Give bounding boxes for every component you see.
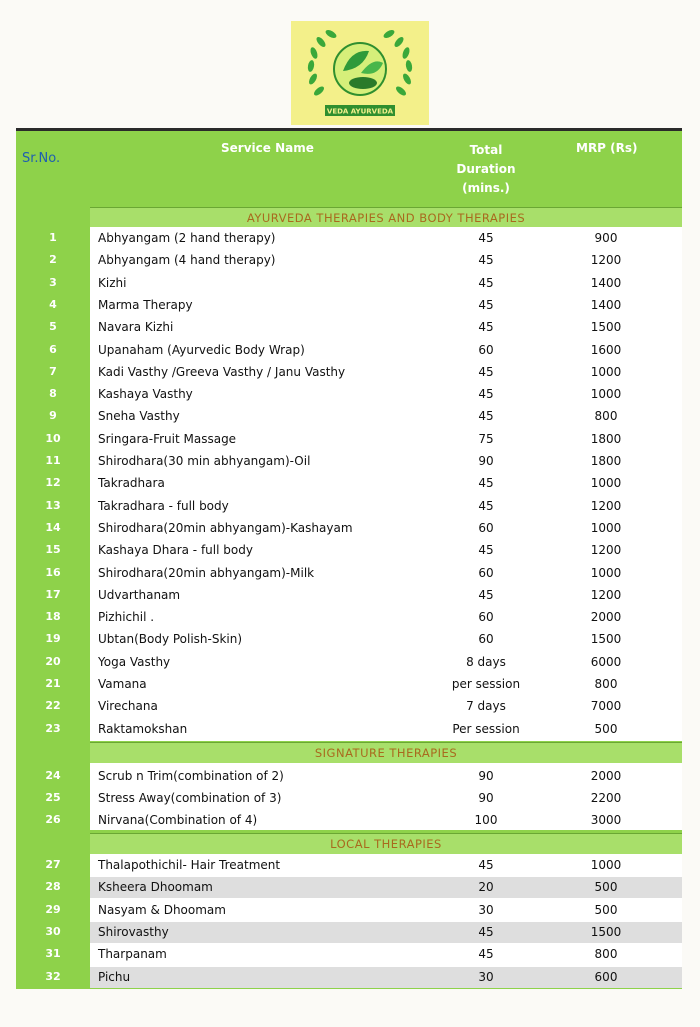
row-duration: 45 [478,297,494,312]
row-duration: 60 [478,565,494,580]
table-row [16,294,682,316]
row-mrp: 800 [594,409,618,424]
row-duration: Per session [452,721,520,736]
row-number: 30 [45,924,61,938]
row-mrp: 1200 [590,587,622,602]
row-service-name: Shirovasthy [98,924,169,939]
row-mrp: 7000 [590,699,622,714]
header-duration-line1: Total [469,143,503,157]
row-mrp: 1000 [590,858,622,872]
table-row [16,361,682,383]
row-service-name: Udvarthanam [98,587,181,602]
table-row [16,606,682,628]
table-row [16,495,682,517]
table-row [16,405,682,427]
row-number: 3 [49,275,57,289]
row-duration: 90 [478,454,494,468]
table-row [16,562,682,584]
table-row [16,695,682,717]
row-service-name: Takradhara - full body [98,498,229,513]
table-row [16,651,682,673]
row-mrp: 2000 [590,769,622,783]
row-duration: 60 [478,342,494,357]
row-service-name: Virechana [98,699,158,714]
row-number: 12 [45,476,61,490]
table-row [16,539,682,561]
row-duration: 60 [478,632,494,647]
row-duration: 75 [478,431,494,446]
row-mrp: 6000 [590,654,622,669]
table-row [16,787,682,809]
row-number: 10 [45,431,61,445]
brand-logo [291,21,429,125]
table-row [16,472,682,494]
row-service-name: Ksheera Dhoomam [98,880,213,895]
table-row [16,628,682,650]
row-duration: 45 [478,364,494,379]
table-row [16,943,682,965]
row-service-name: Scrub n Trim(combination of 2) [98,769,284,783]
row-mrp: 1400 [590,297,622,312]
row-number: 22 [45,699,61,713]
row-mrp: 1800 [590,454,622,468]
row-mrp: 1500 [590,320,622,335]
section-local-title: LOCAL THERAPIES [90,833,682,854]
row-service-name: Shirodhara(20min abhyangam)-Kashayam [98,520,353,535]
row-service-name: Navara Kizhi [98,320,174,335]
row-number: 15 [45,543,61,557]
row-duration: 45 [478,409,494,424]
section-ayurveda-title: AYURVEDA THERAPIES AND BODY THERAPIES [90,207,682,228]
row-number: 14 [45,520,61,534]
row-mrp: 1000 [590,476,622,491]
row-duration: 45 [478,543,494,558]
row-duration: 60 [478,610,494,625]
table-row [16,428,682,450]
row-number: 26 [45,813,61,826]
row-duration: 90 [478,769,494,783]
row-duration: 90 [478,791,494,805]
leaf-wreath-icon [291,21,429,125]
row-number: 13 [45,498,61,512]
row-mrp: 1600 [590,342,622,357]
row-number: 19 [45,632,61,646]
row-number: 25 [45,791,61,804]
row-service-name: Shirodhara(30 min abhyangam)-Oil [98,454,311,468]
row-mrp: 1500 [590,924,622,939]
table-row [16,921,682,943]
table-row [16,584,682,606]
row-mrp: 1800 [590,431,622,446]
row-number: 1 [49,231,57,244]
row-duration: 100 [474,813,498,827]
row-number: 23 [45,721,61,735]
row-service-name: Upanaham (Ayurvedic Body Wrap) [98,342,305,357]
table-row [16,966,682,988]
row-number: 11 [45,454,61,467]
row-duration: 45 [478,275,494,290]
row-mrp: 1400 [590,275,622,290]
row-number: 28 [45,880,61,894]
row-service-name: Marma Therapy [98,297,193,312]
table-row [16,899,682,921]
row-service-name: Abhyangam (4 hand therapy) [98,253,276,268]
row-mrp: 1000 [590,565,622,580]
header-service-name: Service Name [221,141,314,155]
row-service-name: Pichu [98,969,131,984]
price-list-table [16,128,682,989]
row-mrp: 1500 [590,632,622,647]
table-row [16,249,682,271]
row-mrp: 800 [594,677,618,691]
table-row [16,316,682,338]
row-duration: 45 [478,387,494,402]
row-mrp: 900 [594,231,618,245]
row-number: 4 [49,297,57,311]
row-service-name: Vamana [98,677,147,691]
row-duration: 45 [478,498,494,513]
row-mrp: 2200 [590,791,622,805]
row-duration: 7 days [466,699,506,714]
row-number: 32 [45,969,61,983]
row-duration: 45 [478,476,494,491]
row-number: 17 [45,587,61,601]
table-row [16,854,682,876]
row-mrp: 1000 [590,364,622,379]
row-service-name: Kizhi [98,275,127,290]
table-row [16,272,682,294]
row-number: 5 [49,320,57,334]
row-service-name: Abhyangam (2 hand therapy) [98,231,276,245]
table-row [16,809,682,831]
row-service-name: Raktamokshan [98,721,188,736]
row-service-name: Kashaya Dhara - full body [98,543,253,558]
header-duration [456,141,516,198]
row-number: 9 [49,409,57,423]
row-mrp: 2000 [590,610,622,625]
row-duration: per session [451,677,521,691]
row-service-name: Yoga Vasthy [98,654,171,669]
row-service-name: Thalapothichil- Hair Treatment [98,858,281,872]
table-row [16,450,682,472]
row-mrp: 3000 [590,813,622,827]
header-mrp: MRP (Rs) [576,141,638,155]
row-duration: 30 [478,902,494,917]
row-duration: 45 [478,924,494,939]
row-number: 7 [49,364,57,378]
logo-caption: VEDA AYURVEDA [326,107,394,116]
row-number: 18 [45,610,61,624]
row-duration: 45 [478,231,494,245]
row-number: 16 [45,565,61,579]
row-duration: 45 [478,587,494,602]
row-service-name: Nirvana(Combination of 4) [98,813,258,827]
header-sr-no: Sr.No. [22,151,61,166]
row-mrp: 1000 [590,387,622,402]
table-row [16,339,682,361]
row-duration: 60 [478,520,494,535]
table-row [16,517,682,539]
row-mrp: 500 [594,721,618,736]
row-number: 21 [45,677,61,690]
table-row [16,876,682,898]
row-duration: 45 [478,947,494,962]
row-number: 24 [45,769,61,782]
row-mrp: 1000 [590,520,622,535]
row-service-name: Sringara-Fruit Massage [98,431,237,446]
row-number: 20 [45,654,61,668]
row-mrp: 800 [594,947,618,962]
row-service-name: Tharpanam [98,947,167,962]
table-row [16,227,682,249]
row-number: 6 [49,342,57,356]
row-service-name: Ubtan(Body Polish-Skin) [98,632,243,647]
row-number: 8 [49,387,57,401]
row-service-name: Stress Away(combination of 3) [98,791,282,805]
row-mrp: 600 [594,969,618,984]
row-service-name: Pizhichil . [98,610,155,625]
row-number: 29 [45,902,61,916]
row-number: 31 [45,947,61,961]
row-mrp: 1200 [590,543,622,558]
row-duration: 45 [478,320,494,335]
row-mrp: 1200 [590,253,622,268]
header-duration-line2: Duration [456,162,516,176]
row-service-name: Kashaya Vasthy [98,387,193,402]
row-service-name: Sneha Vasthy [98,409,180,424]
table-row [16,765,682,787]
row-duration: 30 [478,969,494,984]
table-row [16,383,682,405]
row-mrp: 1200 [590,498,622,513]
row-service-name: Takradhara [98,476,165,491]
row-duration: 45 [478,858,494,872]
row-service-name: Kadi Vasthy /Greeva Vasthy / Janu Vasthy [98,364,346,379]
row-mrp: 500 [594,902,618,917]
row-service-name: Nasyam & Dhoomam [98,902,226,917]
section-signature-title: SIGNATURE THERAPIES [90,742,682,763]
row-duration: 8 days [466,654,506,669]
row-duration: 45 [478,253,494,268]
row-number: 2 [49,253,57,267]
row-service-name: Shirodhara(20min abhyangam)-Milk [98,565,315,580]
table-header [16,131,682,201]
row-mrp: 500 [594,880,618,895]
header-duration-line3: (mins.) [462,181,510,195]
table-row [16,718,682,740]
row-number: 27 [45,858,61,871]
table-row [16,673,682,695]
row-duration: 20 [478,880,494,895]
